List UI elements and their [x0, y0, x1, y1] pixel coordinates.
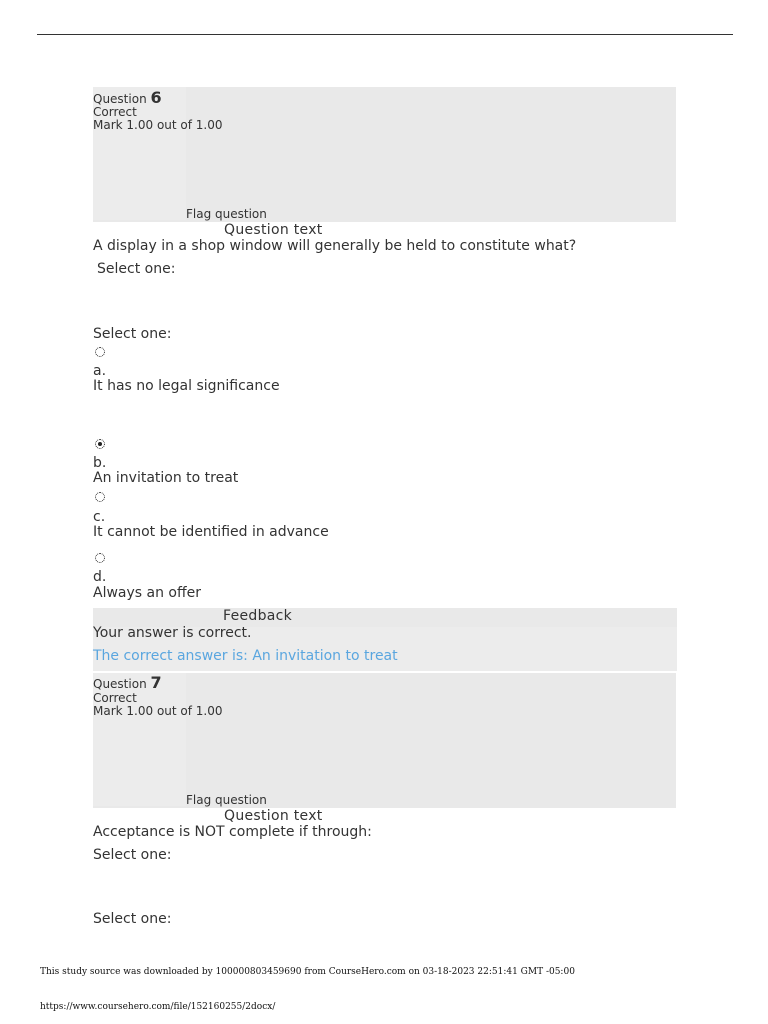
footer-source-line: This study source was downloaded by 100000803459690 from CourseHero.com on 03-18-2023 22:51:41 GMT -05:00 [40, 967, 575, 977]
option-c-text[interactable]: It cannot be identified in advance [93, 524, 329, 540]
option-d-letter: d. [93, 569, 107, 585]
option-c-letter: c. [93, 509, 106, 525]
question-7-select-one-prompt: Select one: [93, 847, 172, 863]
feedback-heading: Feedback [223, 608, 293, 624]
option-a-letter: a. [93, 363, 107, 379]
question-7-status: Correct [93, 691, 137, 705]
option-a-text[interactable]: It has no legal significance [93, 378, 280, 394]
question-6-number [93, 88, 162, 107]
question-7-text: Acceptance is NOT complete if through: [93, 824, 372, 840]
option-b-text[interactable]: An invitation to treat [93, 470, 239, 486]
option-b-letter: b. [93, 455, 107, 471]
question-label: Question [93, 92, 147, 106]
question-6-flag-link[interactable]: Flag question [186, 207, 267, 221]
footer-url[interactable]: https://www.coursehero.com/file/152160255/2docx/ [40, 1002, 276, 1012]
question-7-number [93, 673, 162, 692]
option-a-radio[interactable] [95, 347, 105, 357]
option-c-radio[interactable] [95, 492, 105, 502]
question-6-status: Correct [93, 105, 137, 119]
question-label: Question [93, 677, 147, 691]
question-6-text-heading: Question text [224, 222, 323, 238]
question-number: 7 [150, 673, 162, 692]
question-7-flag-link[interactable]: Flag question [186, 793, 267, 807]
correct-answer-text: The correct answer is: An invitation to treat [93, 648, 398, 664]
top-rule [37, 34, 733, 35]
question-6-select-one-prompt: Select one: [97, 261, 176, 277]
question-7-text-heading: Question text [224, 808, 323, 824]
option-d-radio[interactable] [95, 553, 105, 563]
option-d-text[interactable]: Always an offer [93, 585, 202, 601]
feedback-text: Your answer is correct. [93, 625, 252, 641]
question-6-mark: Mark 1.00 out of 1.00 [93, 118, 223, 132]
option-b-radio[interactable] [95, 439, 105, 449]
question-number: 6 [150, 88, 162, 107]
question-6-text: A display in a shop window will generally be held to constitute what? [93, 238, 577, 254]
question-7-mark: Mark 1.00 out of 1.00 [93, 704, 223, 718]
question-6-select-one-label: Select one: [93, 326, 172, 342]
question-7-select-one-label: Select one: [93, 911, 172, 927]
